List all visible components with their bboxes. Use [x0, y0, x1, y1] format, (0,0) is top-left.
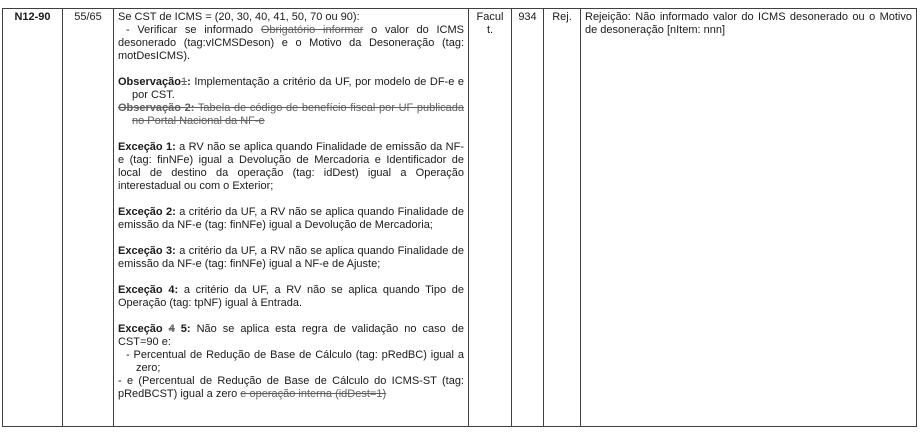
text-run: Exceção — [118, 323, 169, 335]
description-paragraph — [118, 349, 464, 375]
application-cell — [469, 9, 512, 427]
message-cell — [581, 9, 917, 427]
description-paragraph — [118, 375, 464, 401]
description-paragraph — [118, 245, 464, 271]
deleted-text-run: Obrigatório informar — [260, 24, 364, 36]
text-run: o valor do ICMS desonerado (tag:vICMSDeson) e o Motivo da Desoneração (tag: motDesICMS). — [118, 24, 465, 62]
application-value: Facult. — [476, 11, 504, 36]
text-run: - e (Percentual de Redução de Base de Cálculo do ICMS-ST (tag: pRedBCST) igual a zero — [118, 375, 464, 400]
rule-description-cell — [114, 9, 469, 427]
effect-cell — [544, 9, 581, 427]
deleted-text-run: Tabela de código de benefício fiscal por UF publicada no Portal Nacional da NF-e — [132, 102, 465, 127]
model-cell — [63, 9, 114, 427]
text-run: : — [187, 76, 191, 88]
deleted-text-run: 4 — [168, 323, 175, 335]
text-run: a critério da UF, a RV não se aplica quando Finalidade de emissão da NF-e (tag: finNFe) igual a Devolução de Mercadoria; — [118, 206, 464, 231]
text-run: 5: — [174, 323, 191, 335]
text-run: - Percentual de Redução de Base de Cálculo (tag: pRedBC) igual a zero; — [126, 349, 464, 374]
rule-id: N12-90 — [14, 11, 51, 23]
description-paragraph — [118, 323, 464, 349]
text-run: a critério da UF, a RV não se aplica quando Tipo de Operação (tag: tpNF) igual à Entrada. — [118, 284, 464, 309]
text-run: Exceção 1: — [118, 141, 176, 153]
text-run: a critério da UF, a RV não se aplica quando Finalidade de emissão da NF-e (tag: finNFe) igual a NF-e de Ajuste; — [118, 245, 464, 270]
description-paragraph — [118, 11, 464, 24]
code-cell — [512, 9, 544, 427]
model-value: 55/65 — [74, 11, 102, 23]
description-paragraph — [118, 206, 464, 232]
deleted-text-run: Observação 2: — [118, 102, 195, 114]
description-paragraph — [118, 102, 464, 128]
validation-rules-table — [2, 8, 917, 427]
effect-value: Rej. — [552, 11, 572, 23]
deleted-text-run: e operação interna (idDest=1) — [240, 388, 387, 400]
text-run: a RV não se aplica quando Finalidade de emissão da NF-e (tag: finNFe) igual a Devolução de Mercadoria e Identificador de local de destino da operação (tag: idDest) igual a Operação interestadual ou com o Exterior; — [118, 141, 464, 192]
description-paragraph — [118, 24, 464, 63]
description-paragraph — [118, 284, 464, 310]
text-run: Exceção 4: — [118, 284, 179, 296]
rule-description — [118, 11, 464, 401]
code-value: 934 — [518, 11, 537, 23]
rejection-message: Rejeição: Não informado valor do ICMS desonerado ou o Motivo de desoneração [nItem: nnn] — [585, 11, 912, 36]
text-run: Exceção 3: — [118, 245, 176, 257]
deleted-text-run: 1 — [180, 76, 188, 88]
rule-id-cell — [3, 9, 63, 427]
description-paragraph — [118, 76, 464, 102]
text-run: - Verificar se informado — [126, 24, 261, 36]
text-run: Observação — [118, 76, 181, 88]
text-run: Exceção 2: — [118, 206, 176, 218]
text-run: Se CST de ICMS = (20, 30, 40, 41, 50, 70 ou 90): — [118, 11, 360, 23]
text-run: Não se aplica esta regra de validação no caso de CST=90 e: — [118, 323, 464, 348]
text-run: Implementação a critério da UF, por modelo de DF-e e por CST. — [132, 76, 464, 101]
description-paragraph — [118, 141, 464, 193]
table-row — [3, 9, 917, 427]
